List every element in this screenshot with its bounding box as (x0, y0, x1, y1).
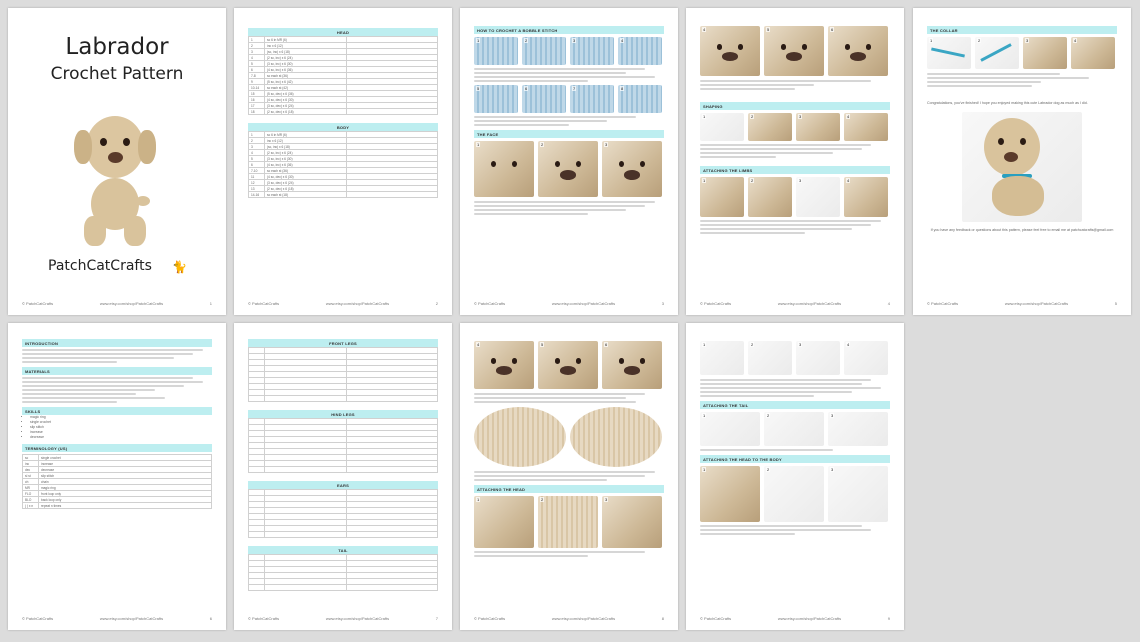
front-legs-table (248, 347, 438, 402)
step-photo: 2 (748, 113, 792, 141)
section-title: ATTACHING THE TAIL (700, 401, 890, 409)
page-legs (234, 323, 452, 630)
cover-subtitle: Crochet Pattern (50, 64, 184, 84)
face-photo: 4 (474, 341, 534, 389)
step-photo: 1 (700, 113, 744, 141)
section-title: BODY (248, 123, 438, 131)
step-photo: 1 (927, 37, 971, 69)
section-title: HOW TO CROCHET A BOBBLE STITCH (474, 26, 664, 34)
body-pattern-table (248, 131, 438, 198)
face-photo: 5 (538, 341, 598, 389)
step-photo: 1 (700, 466, 760, 522)
section-title: FRONT LEGS (248, 339, 438, 347)
step-photo: 6 (522, 85, 566, 113)
page-footer: © PatchCatCrafts www.etsy.com/shop/PatchCatCrafts 8 (474, 616, 664, 621)
step-photo: 4 (844, 113, 888, 141)
table-row: BLO back loop only (23, 497, 212, 503)
step-photo: 2 (522, 37, 566, 65)
face-photo: 2 (538, 141, 598, 197)
section-title: HIND LEGS (248, 410, 438, 418)
step-photo: 1 (474, 496, 534, 548)
table-row: sl st slip stitch (23, 473, 212, 479)
table-row: 2 inc x 6 (12) (249, 43, 438, 49)
page-footer: © PatchCatCrafts www.etsy.com/shop/PatchCatCrafts 1 (22, 301, 212, 306)
step-photo: 4 (844, 341, 888, 375)
section-title: ATTACHING THE HEAD TO THE BODY (700, 455, 890, 463)
table-row (249, 585, 438, 591)
finished-dog-photo (962, 112, 1082, 222)
table-row: 17 (3 sc, dec) x 6 (24) (249, 103, 438, 109)
face-photo: 6 (602, 341, 662, 389)
table-row: 1 sc 6 in MR (6) (249, 132, 438, 138)
table-row: ch chain (23, 479, 212, 485)
table-row: sc single crochet (23, 455, 212, 461)
step-photo: 3 (1023, 37, 1067, 69)
step-photo: 2 (748, 341, 792, 375)
page-footer: © PatchCatCrafts www.etsy.com/shop/PatchCatCrafts 6 (22, 616, 212, 621)
contact-text: If you have any feedback or questions about this pattern, please feel free to email me at patchcatcrafts@gmail.com (930, 228, 1114, 232)
step-photo: 2 (538, 496, 598, 548)
section-title: TAIL (248, 546, 438, 554)
step-photo: 1 (700, 341, 744, 375)
step-photo: 2 (764, 412, 824, 446)
table-row (249, 396, 438, 402)
page-footer: © PatchCatCrafts www.etsy.com/shop/PatchCatCrafts 5 (927, 301, 1117, 306)
page-footer: © PatchCatCrafts www.etsy.com/shop/PatchCatCrafts 3 (474, 301, 664, 306)
page-collar (913, 8, 1131, 315)
list-item: • magic ring (30, 415, 212, 420)
hind-legs-table (248, 418, 438, 473)
table-row: 2 inc x 6 (12) (249, 138, 438, 144)
table-row: FLO front loop only (23, 491, 212, 497)
table-row: 3 (sc, inc) x 6 (18) (249, 144, 438, 150)
step-photo: 8 (618, 85, 662, 113)
table-row: 6 (4 sc, inc) x 6 (36) (249, 162, 438, 168)
step-photo: 3 (796, 177, 840, 217)
step-photo: 3 (570, 37, 614, 65)
step-photo: 4 (844, 177, 888, 217)
tail-table (248, 554, 438, 591)
step-photo: 1 (474, 37, 518, 65)
face-photo: 1 (474, 141, 534, 197)
brand-logo: PatchCatCrafts (48, 258, 152, 274)
page-intro (8, 323, 226, 630)
page-footer: © PatchCatCrafts www.etsy.com/shop/PatchCatCrafts 7 (248, 616, 438, 621)
table-row: MR magic ring (23, 485, 212, 491)
section-title: THE FACE (474, 130, 664, 138)
list-item: • slip stitch (30, 425, 212, 430)
step-photo: 6 (828, 26, 888, 76)
step-photo: 4 (618, 37, 662, 65)
step-photo: 3 (828, 412, 888, 446)
cover-title: Labrador (65, 34, 169, 60)
page-assembly (686, 323, 904, 630)
step-photo: 5 (474, 85, 518, 113)
step-photo: 1 (700, 177, 744, 217)
table-row: 5 (3 sc, inc) x 6 (30) (249, 61, 438, 67)
table-row: 4 (2 sc, inc) x 6 (24) (249, 55, 438, 61)
step-photo: 4 (1071, 37, 1115, 69)
list-item: • decrease (30, 435, 212, 440)
cover-page (8, 8, 226, 315)
step-photo: 7 (570, 85, 614, 113)
table-row: 7-10 sc each st (36) (249, 168, 438, 174)
skills-list (22, 415, 212, 440)
table-row: 5 (3 sc, inc) x 6 (30) (249, 156, 438, 162)
page-footer: © PatchCatCrafts www.etsy.com/shop/PatchCatCrafts 2 (248, 301, 438, 306)
section-title: THE COLLAR (927, 26, 1117, 34)
section-title: TERMINOLOGY (US) (22, 444, 212, 452)
face-photo: 3 (602, 141, 662, 197)
table-row: 11 (4 sc, dec) x 6 (30) (249, 174, 438, 180)
section-title: ATTACHING THE LIMBS (700, 166, 890, 174)
table-row: 15 (5 sc, dec) x 6 (36) (249, 91, 438, 97)
table-row: 1 sc 6 in MR (6) (249, 37, 438, 43)
table-row: 14-16 sc each st (18) (249, 192, 438, 198)
step-photo: 3 (796, 341, 840, 375)
table-row: inc increase (23, 461, 212, 467)
table-row: 4 (2 sc, inc) x 6 (24) (249, 150, 438, 156)
labrador-illustration (66, 116, 166, 248)
cat-icon: 🐈 (172, 260, 187, 274)
table-row: 12 (3 sc, dec) x 6 (24) (249, 180, 438, 186)
page-head-body (234, 8, 452, 315)
section-title: SHAPING (700, 102, 890, 110)
step-photo: 4 (700, 26, 760, 76)
step-photo: 5 (764, 26, 824, 76)
table-row: 6 (4 sc, inc) x 6 (36) (249, 67, 438, 73)
table-row: 9 (5 sc, inc) x 6 (42) (249, 79, 438, 85)
table-row (249, 467, 438, 473)
table-row: 3 (sc, inc) x 6 (18) (249, 49, 438, 55)
table-row: 7-8 sc each st (36) (249, 73, 438, 79)
ears-table (248, 489, 438, 538)
table-row (249, 532, 438, 538)
step-photo: 3 (796, 113, 840, 141)
page-shaping-limbs (686, 8, 904, 315)
page-footer: © PatchCatCrafts www.etsy.com/shop/PatchCatCrafts 4 (700, 301, 890, 306)
head-back-photo: 7 (474, 407, 566, 467)
table-row: ( ) x n repeat n times (23, 503, 212, 509)
table-row: 16 (4 sc, dec) x 6 (30) (249, 97, 438, 103)
head-back-photo: 8 (570, 407, 662, 467)
step-photo: 1 (700, 412, 760, 446)
step-photo: 2 (748, 177, 792, 217)
section-title: EARS (248, 481, 438, 489)
step-photo: 3 (828, 466, 888, 522)
table-row: 18 (2 sc, dec) x 6 (18) (249, 109, 438, 115)
table-row: dec decrease (23, 467, 212, 473)
section-title: SKILLS (22, 407, 212, 415)
step-photo: 3 (602, 496, 662, 548)
section-title: HEAD (248, 28, 438, 36)
section-title: MATERIALS (22, 367, 212, 375)
list-item: • single crochet (30, 420, 212, 425)
head-pattern-table (248, 36, 438, 115)
outro-text: Congratulations, you've finished! I hope you enjoyed making this cute Labrador dog as much as I did. (927, 101, 1088, 105)
section-title: INTRODUCTION (22, 339, 212, 347)
step-photo: 2 (764, 466, 824, 522)
terminology-table (22, 454, 212, 509)
page-bobble-face (460, 8, 678, 315)
table-row: 10-14 sc each st (42) (249, 85, 438, 91)
section-title: ATTACHING THE HEAD (474, 485, 664, 493)
step-photo: 2 (975, 37, 1019, 69)
list-item: • increase (30, 430, 212, 435)
table-row: 13 (2 sc, dec) x 6 (18) (249, 186, 438, 192)
page-face (460, 323, 678, 630)
page-footer: © PatchCatCrafts www.etsy.com/shop/PatchCatCrafts 9 (700, 616, 890, 621)
